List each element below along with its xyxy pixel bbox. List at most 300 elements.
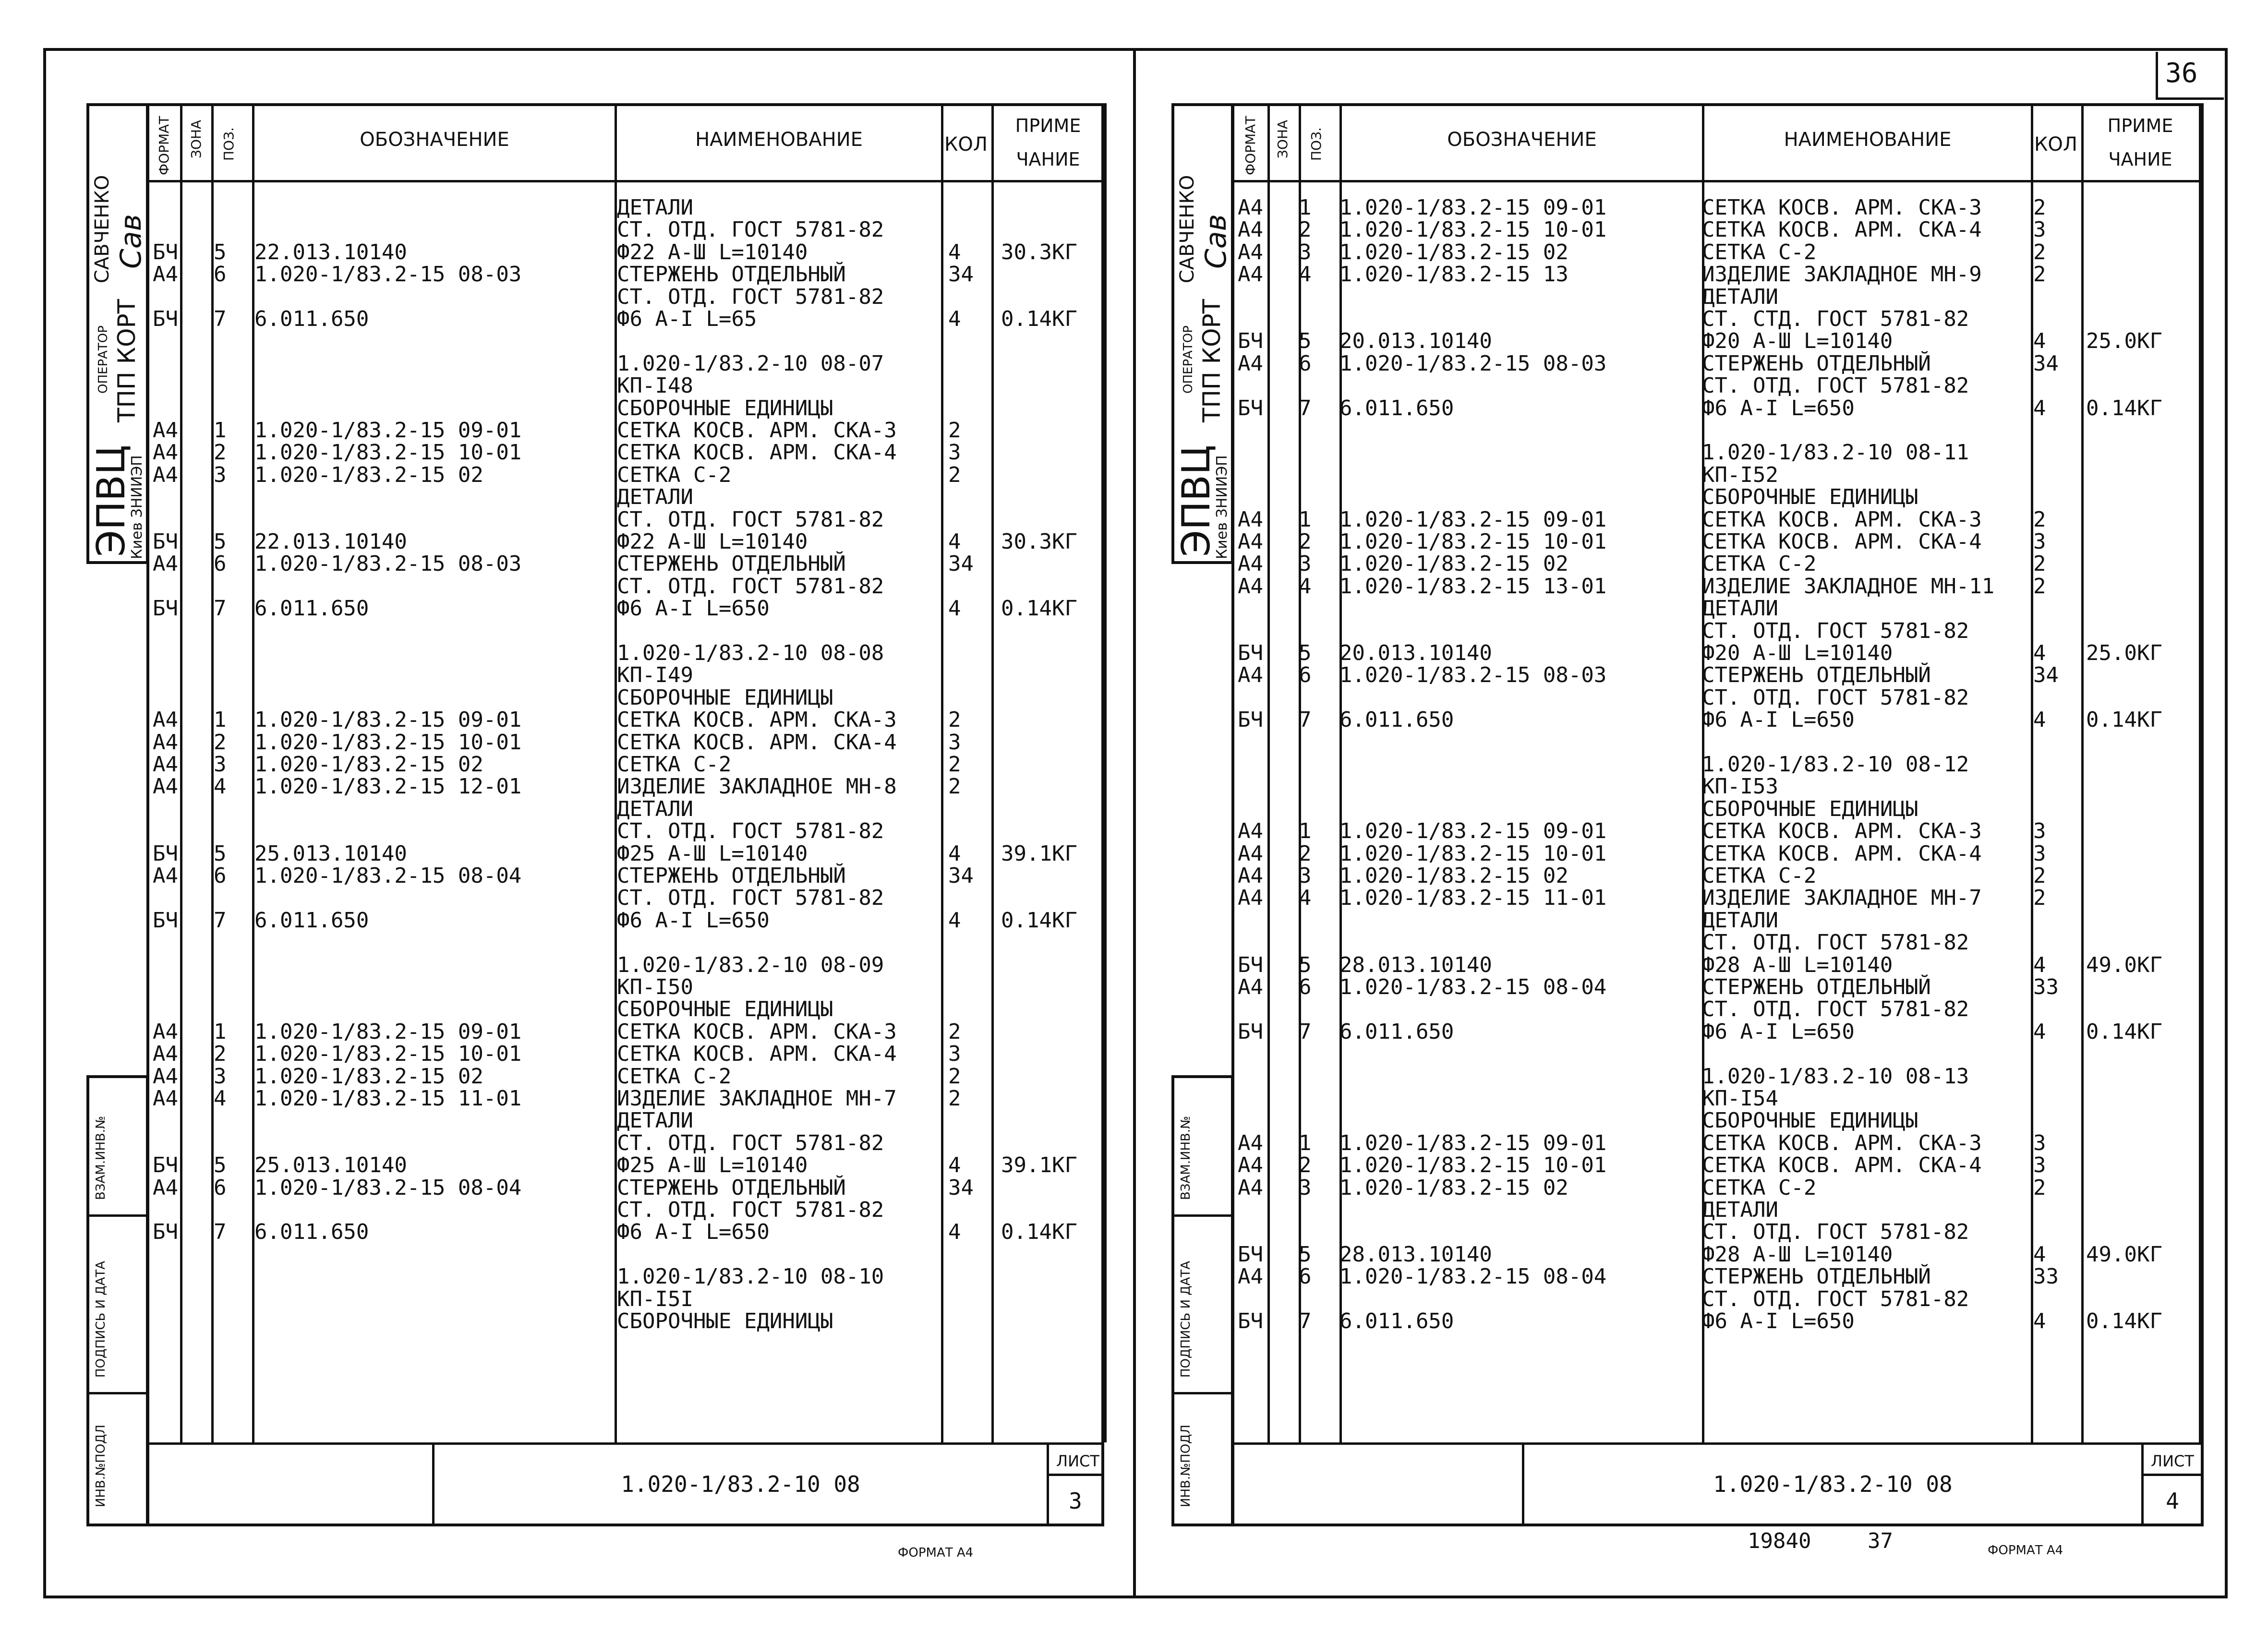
- designation-cell: 1.020-1/83.2-15 08-03: [1339, 663, 1607, 688]
- name-cell: СТЕРЖЕНЬ ОТДЕЛЬНЫЙ: [617, 864, 846, 888]
- designation-cell: 1.020-1/83.2-15 08-03: [1339, 351, 1607, 376]
- left-sheet-label: ЛИСТ: [1056, 1452, 1099, 1470]
- quantity-cell: 3: [948, 1042, 961, 1067]
- spec-row: [149, 732, 1109, 754]
- format-cell: БЧ: [153, 841, 178, 866]
- spec-row: [149, 375, 1109, 397]
- spec-row: [149, 976, 1109, 998]
- quantity-cell: 4: [2033, 708, 2046, 732]
- format-cell: А4: [1238, 886, 1263, 911]
- name-cell: СЕТКА КОСВ. АРМ. СКА-3: [617, 1019, 897, 1044]
- spec-row: [1234, 308, 2194, 330]
- spec-row: [1234, 353, 2194, 375]
- note-cell: 39.1КГ: [1001, 1153, 1077, 1178]
- position-cell: 7: [214, 908, 227, 933]
- designation-cell: 1.020-1/83.2-15 10-01: [1339, 1153, 1607, 1178]
- name-cell: 1.020-1/83.2-10 08-11: [1702, 440, 1969, 465]
- note-cell: 30.3КГ: [1001, 529, 1077, 554]
- quantity-cell: 2: [948, 1064, 961, 1089]
- spec-row: [149, 998, 1109, 1020]
- name-cell: Ф6 А-I L=65: [617, 307, 757, 331]
- position-cell: 7: [1299, 1019, 1312, 1044]
- quantity-cell: 2: [948, 1019, 961, 1044]
- name-cell: ИЗДЕЛИЕ ЗАКЛАДНОЕ МН-11: [1702, 574, 1995, 599]
- note-cell: 49.0КГ: [2086, 1242, 2162, 1267]
- spec-row: [1234, 865, 2194, 887]
- name-cell: Ф28 А-Ш L=10140: [1702, 1242, 1893, 1267]
- name-cell: ИЗДЕЛИЕ ЗАКЛАДНОЕ МН-9: [1702, 262, 1982, 287]
- format-cell: А4: [1238, 262, 1263, 287]
- spec-row: [149, 509, 1109, 531]
- format-cell: А4: [153, 1042, 178, 1067]
- left-header-qty: КОЛ: [944, 133, 988, 156]
- designation-cell: 1.020-1/83.2-15 02: [1339, 552, 1568, 576]
- name-cell: СЕТКА С-2: [1702, 864, 1817, 888]
- position-cell: 2: [214, 440, 227, 465]
- position-cell: 5: [1299, 952, 1312, 977]
- name-cell: СТ. ОТД. ГОСТ 5781-82: [1702, 997, 1969, 1022]
- spec-row: [1234, 687, 2194, 709]
- designation-cell: 1.020-1/83.2-15 02: [1339, 1175, 1568, 1200]
- spec-row: [149, 1110, 1109, 1132]
- format-cell: БЧ: [1238, 1309, 1263, 1333]
- position-cell: 6: [1299, 351, 1312, 376]
- position-cell: 2: [1299, 529, 1312, 554]
- format-cell: БЧ: [1238, 1242, 1263, 1267]
- name-cell: КП-I5I: [617, 1286, 693, 1311]
- position-cell: 2: [214, 1042, 227, 1067]
- note-cell: 0.14КГ: [1001, 908, 1077, 933]
- quantity-cell: 2: [948, 1086, 961, 1111]
- corner-number: 36: [2165, 58, 2198, 89]
- name-cell: 1.020-1/83.2-10 08-10: [617, 1264, 884, 1289]
- quantity-cell: 2: [948, 418, 961, 443]
- name-cell: СТ. ОТД. ГОСТ 5781-82: [617, 819, 884, 844]
- designation-cell: 1.020-1/83.2-15 02: [254, 1064, 483, 1089]
- spec-row: [1234, 509, 2194, 531]
- spec-row: [149, 286, 1109, 308]
- name-cell: СБОРОЧНЫЕ ЕДИНИЦЫ: [1702, 1108, 1918, 1133]
- spec-row: [149, 1066, 1109, 1088]
- spec-row: [149, 954, 1109, 976]
- name-cell: ДЕТАЛИ: [617, 485, 693, 510]
- position-cell: 6: [214, 262, 227, 287]
- spec-row: [1234, 576, 2194, 598]
- left-vzam: ВЗАМ.ИНВ.№: [94, 1116, 108, 1200]
- name-cell: СТ. ОТД. ГОСТ 5781-82: [1702, 1286, 1969, 1311]
- name-cell: КП-I50: [617, 975, 693, 999]
- spec-row: [1234, 954, 2194, 976]
- spec-row: [149, 576, 1109, 598]
- note-cell: 0.14КГ: [2086, 1019, 2162, 1044]
- format-cell: БЧ: [153, 596, 178, 621]
- spec-row: [1234, 1154, 2194, 1176]
- left-org: ЭПВЦ: [89, 444, 133, 557]
- spec-row: [1234, 553, 2194, 575]
- spec-row: [1234, 1288, 2194, 1310]
- name-cell: Ф20 А-Ш L=10140: [1702, 329, 1893, 354]
- name-cell: Ф20 А-Ш L=10140: [1702, 641, 1893, 665]
- spec-row: [1234, 286, 2194, 308]
- quantity-cell: 4: [2033, 1309, 2046, 1333]
- quantity-cell: 2: [948, 708, 961, 732]
- spec-row: [149, 1177, 1109, 1199]
- name-cell: КП-I54: [1702, 1086, 1778, 1111]
- format-cell: А4: [1238, 841, 1263, 866]
- left-operator: ОПЕРАТОР: [96, 325, 110, 394]
- spec-row: [1234, 1110, 2194, 1132]
- name-cell: Ф25 А-Ш L=10140: [617, 841, 808, 866]
- name-cell: 1.020-1/83.2-10 08-12: [1702, 752, 1969, 777]
- spec-row: [1234, 1199, 2194, 1221]
- format-cell: А4: [153, 552, 178, 576]
- spec-row: [149, 531, 1109, 553]
- quantity-cell: 3: [2033, 1153, 2046, 1178]
- right-footer-number: 19840: [1748, 1529, 1811, 1553]
- name-cell: СЕТКА КОСВ. АРМ. СКА-4: [1702, 841, 1982, 866]
- quantity-cell: 34: [948, 864, 974, 888]
- name-cell: ДЕТАЛИ: [617, 195, 693, 220]
- position-cell: 7: [214, 596, 227, 621]
- designation-cell: 6.011.650: [254, 596, 369, 621]
- position-cell: 6: [1299, 1264, 1312, 1289]
- note-cell: 30.3КГ: [1001, 240, 1077, 264]
- format-cell: А4: [153, 440, 178, 465]
- name-cell: Ф6 А-I L=650: [617, 908, 770, 933]
- quantity-cell: 34: [2033, 663, 2059, 688]
- name-cell: ДЕТАЛИ: [1702, 596, 1778, 621]
- quantity-cell: 2: [2033, 240, 2046, 264]
- designation-cell: 1.020-1/83.2-15 02: [1339, 864, 1568, 888]
- name-cell: СТ. ОТД. ГОСТ 5781-82: [1702, 685, 1969, 710]
- quantity-cell: 2: [2033, 1175, 2046, 1200]
- designation-cell: 1.020-1/83.2-15 10-01: [254, 1042, 522, 1067]
- position-cell: 3: [1299, 240, 1312, 264]
- quantity-cell: 3: [2033, 1130, 2046, 1155]
- designation-cell: 1.020-1/83.2-15 10-01: [1339, 841, 1607, 866]
- format-cell: А4: [1238, 507, 1263, 532]
- quantity-cell: 34: [948, 262, 974, 287]
- position-cell: 6: [1299, 975, 1312, 999]
- name-cell: СТ. СТД. ГОСТ 5781-82: [1702, 307, 1969, 331]
- right-org: ЭПВЦ: [1174, 444, 1218, 557]
- name-cell: СБОРОЧНЫЕ ЕДИНИЦЫ: [617, 685, 833, 710]
- name-cell: СЕТКА С-2: [1702, 240, 1817, 264]
- format-cell: БЧ: [1238, 329, 1263, 354]
- format-cell: БЧ: [1238, 396, 1263, 420]
- spec-row: [149, 1132, 1109, 1154]
- format-cell: А4: [153, 418, 178, 443]
- spec-row: [149, 1244, 1109, 1266]
- quantity-cell: 3: [948, 730, 961, 755]
- left-org-sub: Киев ЗНИИЭП: [129, 455, 145, 559]
- right-header-format: ФОРМАТ: [1243, 116, 1258, 175]
- spec-row: [1234, 887, 2194, 909]
- name-cell: СТ. ОТД. ГОСТ 5781-82: [617, 886, 884, 911]
- name-cell: КП-I49: [617, 663, 693, 688]
- designation-cell: 6.011.650: [1339, 1019, 1454, 1044]
- name-cell: СЕТКА С-2: [1702, 1175, 1817, 1200]
- format-cell: БЧ: [153, 240, 178, 264]
- spec-row: [1234, 598, 2194, 620]
- name-cell: СЕТКА КОСВ. АРМ. СКА-4: [1702, 217, 1982, 242]
- note-cell: 0.14КГ: [1001, 1220, 1077, 1245]
- spec-row: [149, 664, 1109, 686]
- spec-row: [1234, 1177, 2194, 1199]
- name-cell: ДЕТАЛИ: [1702, 908, 1778, 933]
- designation-cell: 1.020-1/83.2-15 10-01: [1339, 529, 1607, 554]
- note-cell: 0.14КГ: [1001, 307, 1077, 331]
- spec-row: [1234, 754, 2194, 776]
- name-cell: 1.020-1/83.2-10 08-09: [617, 952, 884, 977]
- spec-row: [149, 798, 1109, 820]
- name-cell: КП-I53: [1702, 774, 1778, 799]
- note-cell: 25.0КГ: [2086, 641, 2162, 665]
- name-cell: 1.020-1/83.2-10 08-13: [1702, 1064, 1969, 1089]
- right-podpis: ПОДПИСЬ И ДАТА: [1179, 1260, 1193, 1378]
- designation-cell: 1.020-1/83.2-15 13: [1339, 262, 1568, 287]
- format-cell: А4: [153, 752, 178, 777]
- spec-row: [1234, 1088, 2194, 1110]
- format-cell: БЧ: [1238, 641, 1263, 665]
- designation-cell: 6.011.650: [1339, 708, 1454, 732]
- format-cell: А4: [1238, 574, 1263, 599]
- left-header-format: ФОРМАТ: [156, 116, 172, 175]
- spec-row: [1234, 442, 2194, 464]
- spec-row: [1234, 642, 2194, 664]
- quantity-cell: 4: [948, 1153, 961, 1178]
- position-cell: 2: [1299, 1153, 1312, 1178]
- designation-cell: 1.020-1/83.2-15 08-04: [1339, 1264, 1607, 1289]
- designation-cell: 1.020-1/83.2-15 02: [254, 752, 483, 777]
- left-header-pos: ПОЗ.: [221, 127, 237, 161]
- name-cell: СТ. ОТД. ГОСТ 5781-82: [617, 574, 884, 599]
- spec-row: [1234, 732, 2194, 754]
- format-cell: А4: [1238, 819, 1263, 844]
- position-cell: 7: [1299, 396, 1312, 420]
- quantity-cell: 4: [2033, 1242, 2046, 1267]
- quantity-cell: 2: [2033, 886, 2046, 911]
- quantity-cell: 3: [2033, 819, 2046, 844]
- name-cell: Ф25 А-Ш L=10140: [617, 1153, 808, 1178]
- position-cell: 4: [1299, 886, 1312, 911]
- name-cell: СЕТКА КОСВ. АРМ. СКА-3: [1702, 819, 1982, 844]
- quantity-cell: 34: [948, 1175, 974, 1200]
- name-cell: СЕТКА С-2: [617, 1064, 732, 1089]
- format-cell: А4: [1238, 1264, 1263, 1289]
- designation-cell: 20.013.10140: [1339, 329, 1492, 354]
- name-cell: ИЗДЕЛИЕ ЗАКЛАДНОЕ МН-7: [617, 1086, 897, 1111]
- quantity-cell: 33: [2033, 1264, 2059, 1289]
- spec-row: [149, 687, 1109, 709]
- position-cell: 5: [214, 841, 227, 866]
- position-cell: 3: [1299, 1175, 1312, 1200]
- format-cell: А4: [1238, 552, 1263, 576]
- quantity-cell: 4: [948, 841, 961, 866]
- spec-row: [149, 241, 1109, 264]
- left-sheet-number: 3: [1069, 1488, 1082, 1514]
- note-cell: 0.14КГ: [2086, 396, 2162, 420]
- right-signature: Сав: [1199, 214, 1233, 269]
- position-cell: 3: [214, 752, 227, 777]
- format-cell: А4: [1238, 864, 1263, 888]
- note-cell: 25.0КГ: [2086, 329, 2162, 354]
- format-cell: БЧ: [153, 1153, 178, 1178]
- format-cell: А4: [153, 462, 178, 487]
- name-cell: СТЕРЖЕНЬ ОТДЕЛЬНЫЙ: [617, 552, 846, 576]
- quantity-cell: 2: [2033, 262, 2046, 287]
- position-cell: 1: [214, 1019, 227, 1044]
- position-cell: 2: [1299, 841, 1312, 866]
- quantity-cell: 2: [2033, 195, 2046, 220]
- spec-row: [1234, 976, 2194, 998]
- spec-row: [1234, 910, 2194, 932]
- left-header-note1: ПРИМЕ: [1015, 115, 1081, 136]
- designation-cell: 20.013.10140: [1339, 641, 1492, 665]
- designation-cell: 1.020-1/83.2-15 08-04: [1339, 975, 1607, 999]
- format-cell: А4: [1238, 351, 1263, 376]
- format-cell: А4: [1238, 240, 1263, 264]
- spec-row: [1234, 531, 2194, 553]
- spec-row: [149, 1021, 1109, 1043]
- name-cell: СЕТКА КОСВ. АРМ. СКА-3: [1702, 507, 1982, 532]
- designation-cell: 25.013.10140: [254, 841, 407, 866]
- spec-row: [1234, 1244, 2194, 1266]
- position-cell: 3: [1299, 552, 1312, 576]
- left-signature: Сав: [114, 214, 148, 269]
- name-cell: ИЗДЕЛИЕ ЗАКЛАДНОЕ МН-8: [617, 774, 897, 799]
- left-dept: ТПП КОРТ: [113, 299, 141, 422]
- spec-row: [1234, 464, 2194, 486]
- left-format: ФОРМАТ А4: [898, 1546, 974, 1560]
- spec-row: [149, 642, 1109, 664]
- name-cell: Ф22 А-Ш L=10140: [617, 240, 808, 264]
- name-cell: Ф6 А-I L=650: [1702, 396, 1855, 420]
- quantity-cell: 2: [2033, 864, 2046, 888]
- note-cell: 49.0КГ: [2086, 952, 2162, 977]
- spec-row: [1234, 197, 2194, 219]
- designation-cell: 1.020-1/83.2-15 08-04: [254, 1175, 522, 1200]
- format-cell: БЧ: [1238, 1019, 1263, 1044]
- position-cell: 6: [214, 864, 227, 888]
- position-cell: 7: [214, 307, 227, 331]
- format-cell: А4: [153, 730, 178, 755]
- spec-row: [149, 219, 1109, 241]
- format-cell: А4: [1238, 195, 1263, 220]
- spec-row: [149, 353, 1109, 375]
- position-cell: 3: [1299, 864, 1312, 888]
- quantity-cell: 4: [948, 307, 961, 331]
- designation-cell: 1.020-1/83.2-15 13-01: [1339, 574, 1607, 599]
- quantity-cell: 4: [948, 1220, 961, 1245]
- designation-cell: 1.020-1/83.2-15 11-01: [1339, 886, 1607, 911]
- right-format: ФОРМАТ А4: [1988, 1543, 2063, 1558]
- position-cell: 3: [214, 462, 227, 487]
- position-cell: 1: [1299, 1130, 1312, 1155]
- spec-row: [149, 397, 1109, 420]
- position-cell: 6: [214, 1175, 227, 1200]
- name-cell: СТЕРЖЕНЬ ОТДЕЛЬНЫЙ: [1702, 663, 1931, 688]
- designation-cell: 1.020-1/83.2-15 10-01: [254, 730, 522, 755]
- position-cell: 4: [1299, 262, 1312, 287]
- spec-row: [149, 865, 1109, 887]
- name-cell: СБОРОЧНЫЕ ЕДИНИЦЫ: [1702, 485, 1918, 510]
- note-cell: 39.1КГ: [1001, 841, 1077, 866]
- position-cell: 5: [1299, 329, 1312, 354]
- spec-row: [149, 820, 1109, 842]
- spec-row: [149, 1154, 1109, 1176]
- spec-row: [1234, 620, 2194, 642]
- spec-row: [149, 887, 1109, 909]
- spec-row: [149, 910, 1109, 932]
- spec-row: [149, 264, 1109, 286]
- left-header-designation: ОБОЗНАЧЕНИЕ: [360, 129, 509, 151]
- right-dept: ТПП КОРТ: [1198, 299, 1226, 422]
- designation-cell: 1.020-1/83.2-15 08-04: [254, 864, 522, 888]
- position-cell: 1: [214, 418, 227, 443]
- right-header-note1: ПРИМЕ: [2107, 115, 2173, 136]
- position-cell: 4: [1299, 574, 1312, 599]
- format-cell: А4: [153, 1175, 178, 1200]
- quantity-cell: 3: [2033, 217, 2046, 242]
- quantity-cell: 4: [948, 529, 961, 554]
- spec-row: [149, 553, 1109, 575]
- spec-row: [149, 486, 1109, 508]
- quantity-cell: 4: [2033, 396, 2046, 420]
- right-doc-number: 1.020-1/83.2-10 08: [1713, 1471, 1953, 1497]
- quantity-cell: 3: [2033, 529, 2046, 554]
- name-cell: СЕТКА КОСВ. АРМ. СКА-3: [617, 418, 897, 443]
- position-cell: 5: [214, 1153, 227, 1178]
- right-sheet-number: 4: [2166, 1488, 2179, 1514]
- quantity-cell: 2: [2033, 574, 2046, 599]
- name-cell: СЕТКА КОСВ. АРМ. СКА-4: [617, 440, 897, 465]
- name-cell: ИЗДЕЛИЕ ЗАКЛАДНОЕ МН-7: [1702, 886, 1982, 911]
- name-cell: СТ. ОТД. ГОСТ 5781-82: [617, 507, 884, 532]
- spec-row: [1234, 241, 2194, 264]
- quantity-cell: 2: [948, 752, 961, 777]
- designation-cell: 28.013.10140: [1339, 952, 1492, 977]
- position-cell: 3: [214, 1064, 227, 1089]
- name-cell: СБОРОЧНЫЕ ЕДИНИЦЫ: [617, 1309, 833, 1333]
- name-cell: СТЕРЖЕНЬ ОТДЕЛЬНЫЙ: [1702, 975, 1931, 999]
- position-cell: 5: [1299, 641, 1312, 665]
- format-cell: А4: [153, 774, 178, 799]
- designation-cell: 1.020-1/83.2-15 10-01: [1339, 217, 1607, 242]
- designation-cell: 6.011.650: [254, 1220, 369, 1245]
- spec-row: [149, 442, 1109, 464]
- quantity-cell: 34: [948, 552, 974, 576]
- designation-cell: 25.013.10140: [254, 1153, 407, 1178]
- position-cell: 1: [1299, 195, 1312, 220]
- format-cell: А4: [153, 864, 178, 888]
- spec-row: [149, 709, 1109, 731]
- right-vzam: ВЗАМ.ИНВ.№: [1179, 1116, 1193, 1200]
- quantity-cell: 2: [2033, 552, 2046, 576]
- right-header-zone: ЗОНА: [1275, 120, 1291, 158]
- position-cell: 4: [214, 774, 227, 799]
- position-cell: 6: [214, 552, 227, 576]
- name-cell: СТ. ОТД. ГОСТ 5781-82: [617, 1130, 884, 1155]
- designation-cell: 1.020-1/83.2-15 09-01: [254, 708, 522, 732]
- designation-cell: 6.011.650: [1339, 396, 1454, 420]
- spec-row: [1234, 1310, 2194, 1332]
- name-cell: СБОРОЧНЫЕ ЕДИНИЦЫ: [617, 396, 833, 420]
- spec-row: [149, 620, 1109, 642]
- designation-cell: 6.011.650: [254, 307, 369, 331]
- position-cell: 6: [1299, 663, 1312, 688]
- left-author: САВЧЕНКО: [91, 175, 113, 283]
